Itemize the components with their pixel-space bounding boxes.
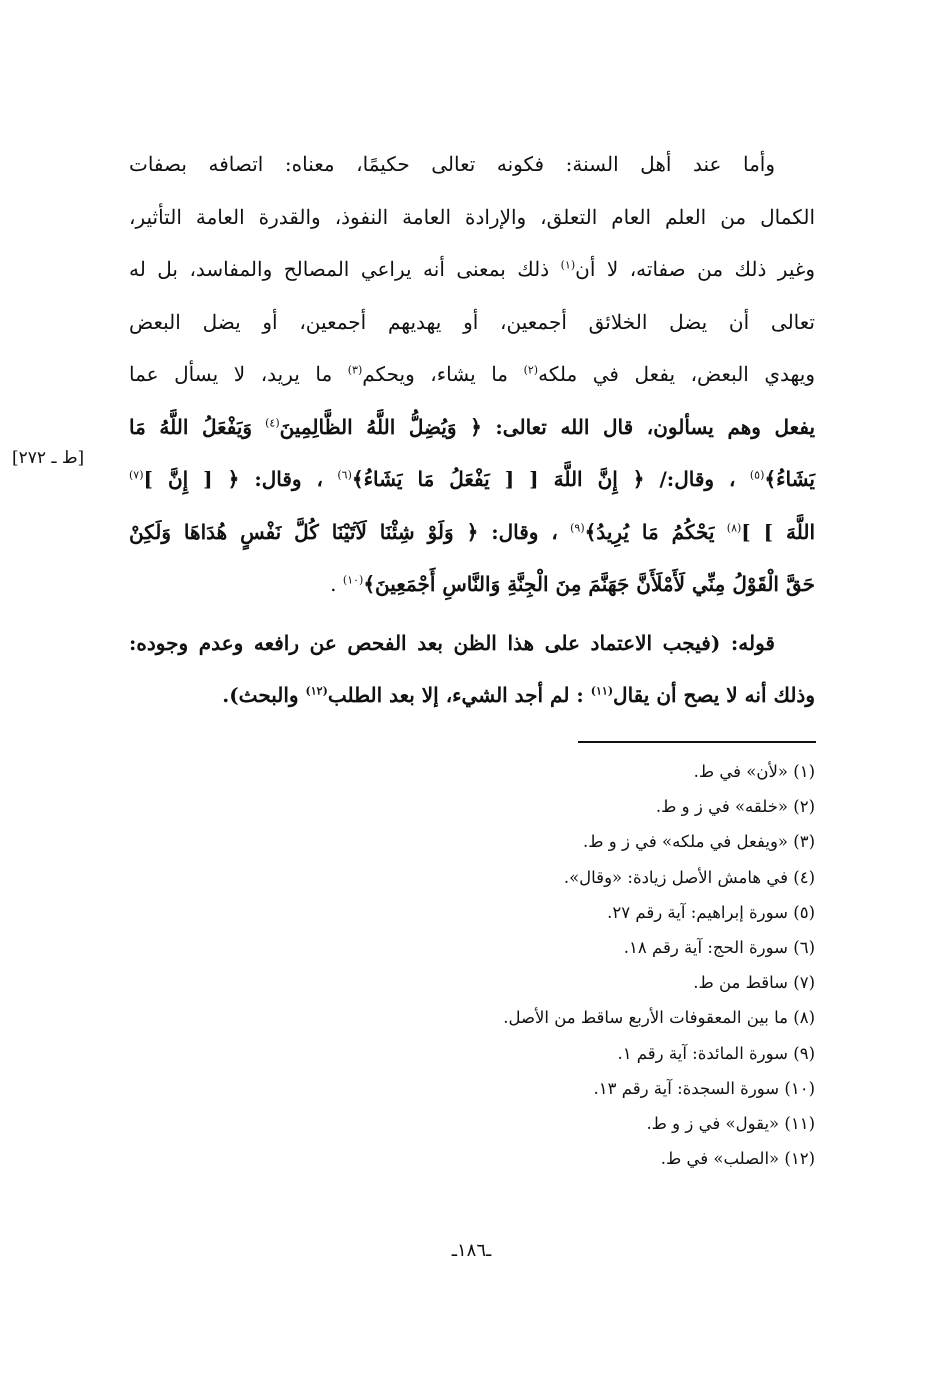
quran-verse: ، وقال: ﴿ وَلَوْ شِئْنَا لَآتَيْنَا كُلَّ نَفْسٍ هُدَاهَا وَلَكِنْ xyxy=(129,519,558,544)
footnote: (٢) «خلقه» في ز و ط. xyxy=(655,797,815,817)
footnote: (١) «لأن» في ط. xyxy=(693,762,815,781)
footnote-divider xyxy=(578,741,816,743)
quran-verse: يفعل وهم يسألون، قال الله تعالى: ﴿ وَيُضِلُّ اللَّهُ الظَّالِمِينَ xyxy=(279,414,816,439)
text-run: وذلك أنه لا يصح أن يقال xyxy=(613,683,815,707)
footnote-ref: (٩) xyxy=(570,520,585,534)
footnote-ref: (٨) xyxy=(726,520,742,534)
footnote: (٨) ما بين المعقوفات الأربع ساقط من الأصل. xyxy=(503,1008,815,1028)
page-number: ـ١٨٦ـ xyxy=(451,1240,492,1261)
footnote: (٩) سورة المائدة: آية رقم ١. xyxy=(617,1043,815,1063)
footnote: (١٠) سورة السجدة: آية رقم ١٣. xyxy=(593,1078,815,1098)
quran-verse: ، وقال:/ ﴿ إِنَّ اللَّهَ [ [ يَفْعَلُ مَا يَشَاءُ﴾ xyxy=(351,467,736,491)
text-line: الكمال من العلم العام التعلق، والإرادة العامة النفوذ، والقدرة العامة التأثير، xyxy=(129,204,815,229)
text-run: : لم أجد الشيء، إلا بعد الطلب xyxy=(327,683,584,707)
text-line xyxy=(129,348,815,401)
text-line: قوله: (فيجب الاعتماد على هذا الظن بعد الفحص عن رافعه وعدم وجوده: xyxy=(129,630,775,655)
paragraph-2 xyxy=(129,617,815,722)
paragraph-1 xyxy=(129,138,815,611)
text-line xyxy=(129,669,815,722)
text-run: . xyxy=(330,572,337,596)
text-line xyxy=(129,506,815,559)
text-run: ذلك بمعنى أنه يراعي المصالح والمفاسد، بل له xyxy=(129,257,550,281)
main-text xyxy=(129,138,815,722)
text-run: ما يشاء، ويحكم xyxy=(362,362,509,386)
footnote: (٦) سورة الحج: آية رقم ١٨. xyxy=(623,938,815,958)
footnote: (١١) «يقول» في ز و ط. xyxy=(646,1114,815,1134)
footnote-ref: (١) xyxy=(560,258,576,272)
margin-page-reference: [ط ـ ٢٧٢] xyxy=(12,448,85,468)
footnote-ref: (١١) xyxy=(590,684,614,698)
quran-verse: وَيَفْعَلُ اللَّهُ مَا xyxy=(129,414,253,439)
quran-verse: يَحْكُمُ مَا يُرِيدُ﴾ xyxy=(584,519,715,544)
footnote-ref: (٢) xyxy=(523,363,539,377)
footnote-ref: (١٢) xyxy=(305,684,328,698)
text-run: وغير ذلك من صفاته، لا أن xyxy=(575,257,815,281)
text-line: تعالى أن يضل الخلائق أجمعين، أو يهديهم أجمعين، أو يضل البعض xyxy=(129,309,815,334)
footnote: (٤) في هامش الأصل زيادة: «وقال». xyxy=(563,867,815,887)
quran-verse: حَقَّ الْقَوْلُ مِنِّي لَأَمْلَأَنَّ جَهَنَّمَ مِنَ الْجِنَّةِ وَالنَّاسِ أَجْمَعِينَ﴾ xyxy=(363,572,815,596)
text-line xyxy=(129,401,815,454)
text-line: وأما عند أهل السنة: فكونه تعالى حكيمًا، معناه: اتصافه بصفات xyxy=(129,152,775,176)
text-line xyxy=(129,243,815,296)
footnote-ref: (٥) xyxy=(749,468,765,482)
footnote-ref: (٤) xyxy=(265,415,280,429)
text-line xyxy=(129,453,815,506)
text-run: ما يريد، لا يسأل عما xyxy=(129,362,333,386)
footnote-ref: (٣) xyxy=(347,363,363,377)
footnote: (١٢) «الصلب» في ط. xyxy=(660,1149,815,1169)
footnotes-list xyxy=(503,754,815,1176)
footnote: (٥) سورة إبراهيم: آية رقم ٢٧. xyxy=(607,902,815,922)
footnote: (٧) ساقط من ط. xyxy=(693,973,815,993)
text-run: ويهدي البعض، يفعل في ملكه xyxy=(538,362,816,386)
text-run: والبحث). xyxy=(222,683,299,707)
footnote: (٣) «ويفعل في ملكه» في ز و ط. xyxy=(583,832,815,852)
footnote-ref: (٧) xyxy=(129,468,144,482)
text-line xyxy=(129,558,815,611)
quran-verse: اللَّهَ ] ] xyxy=(741,519,816,544)
quran-verse: ، وقال: ﴿ [ إِنَّ ] xyxy=(143,467,323,491)
quran-verse: يَشَاءُ﴾ xyxy=(764,467,815,491)
footnote-ref: (١٠) xyxy=(342,573,364,587)
footnote-ref: (٦) xyxy=(337,468,352,482)
